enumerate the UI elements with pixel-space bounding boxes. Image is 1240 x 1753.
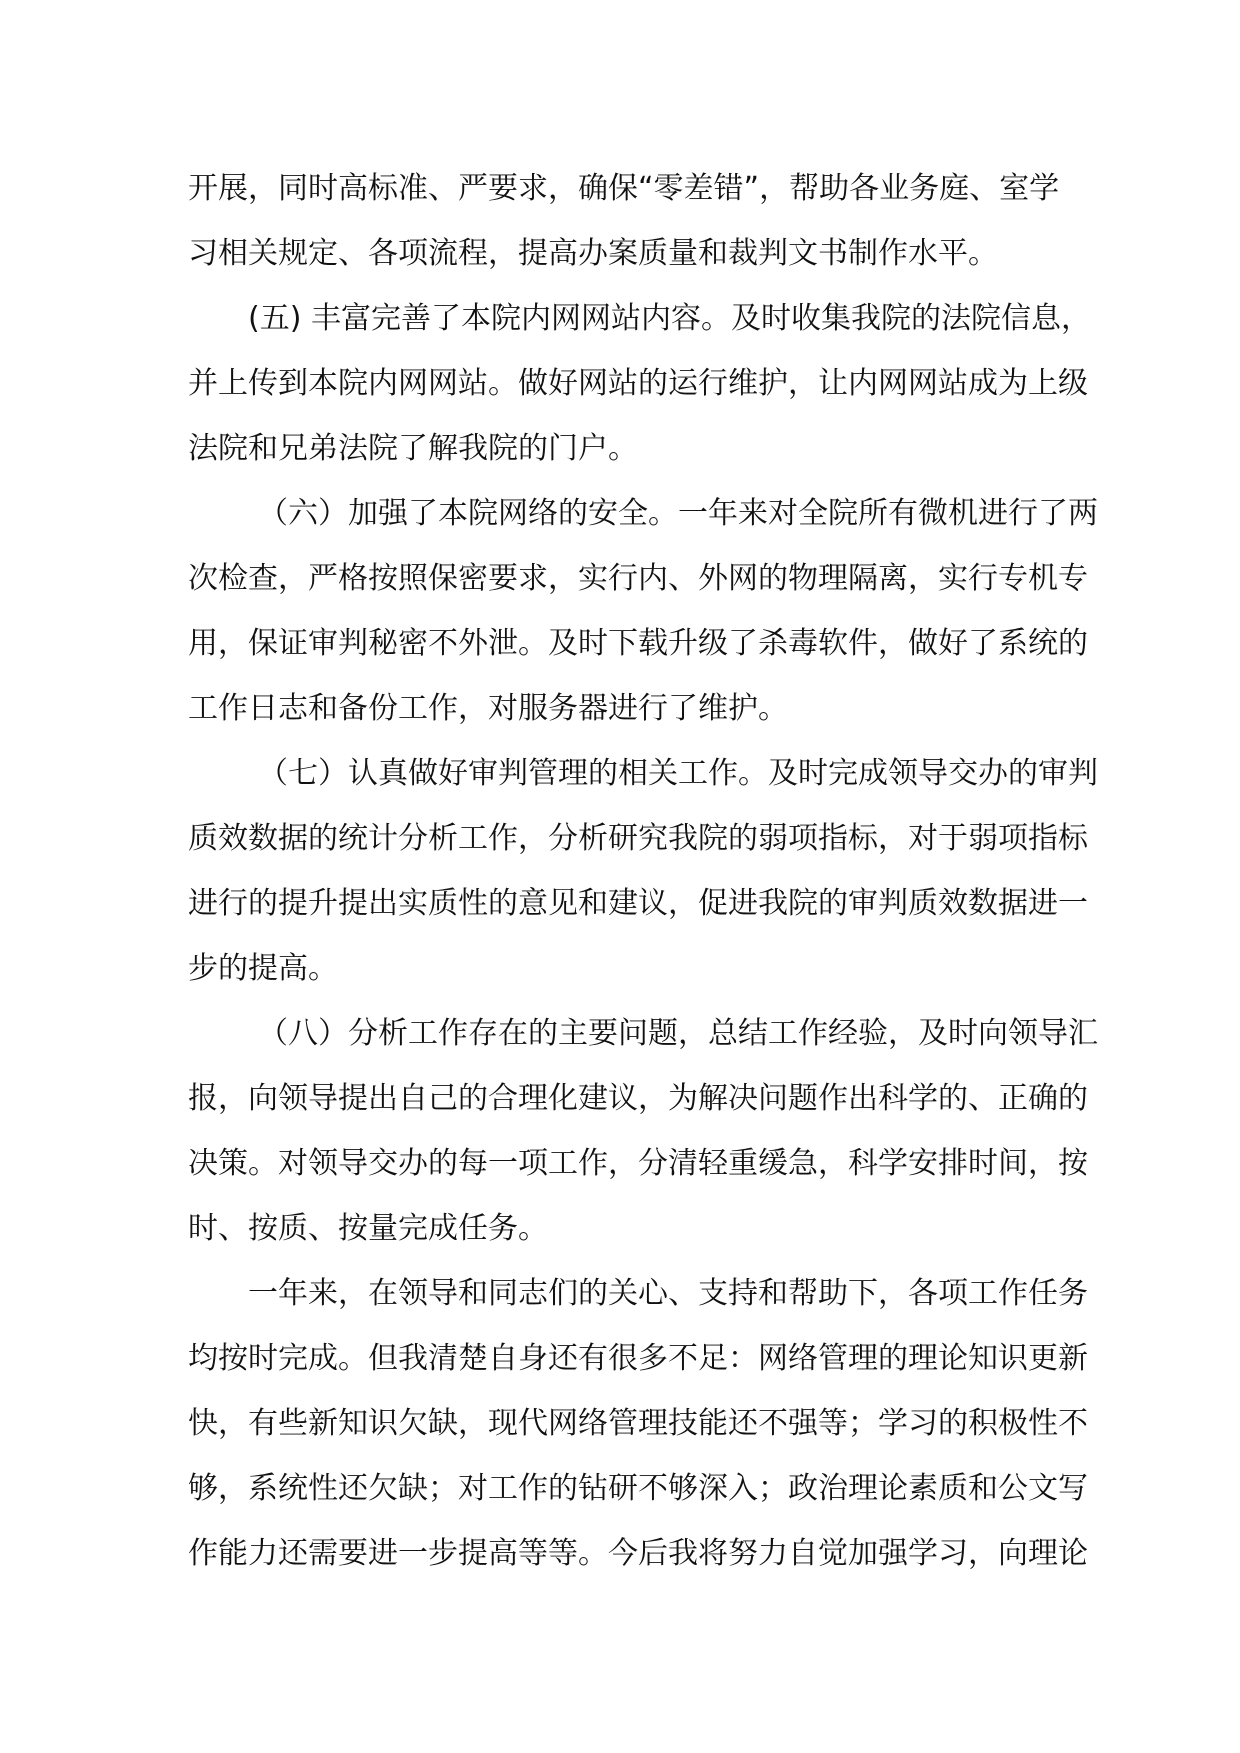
text-line: 质效数据的统计分析工作，分析研究我院的弱项指标，对于弱项指标 (188, 821, 1088, 856)
text-line: 作能力还需要进一步提高等等。今后我将努力自觉加强学习，向理论 (188, 1536, 1088, 1571)
text-line: 次检查，严格按照保密要求，实行内、外网的物理隔离，实行专机专 (188, 561, 1088, 596)
text-line: 用，保证审判秘密不外泄。及时下载升级了杀毒软件，做好了系统的 (188, 626, 1088, 661)
text-line: 步的提高。 (188, 951, 338, 986)
text-line: 进行的提升提出实质性的意见和建议，促进我院的审判质效数据进一 (188, 886, 1088, 921)
text-line: 时、按质、按量完成任务。 (188, 1211, 548, 1246)
text-line: （六）加强了本院网络的安全。一年来对全院所有微机进行了两 (258, 496, 1098, 531)
text-line: 够，系统性还欠缺；对工作的钻研不够深入；政治理论素质和公文写 (188, 1471, 1088, 1506)
text-line: （八）分析工作存在的主要问题，总结工作经验，及时向领导汇 (258, 1016, 1098, 1051)
document-body (188, 156, 1098, 1586)
text-line: （七）认真做好审判管理的相关工作。及时完成领导交办的审判 (258, 756, 1098, 791)
text-line: 快，有些新知识欠缺，现代网络管理技能还不强等；学习的积极性不 (188, 1406, 1088, 1441)
text-line: 决策。对领导交办的每一项工作，分清轻重缓急，科学安排时间，按 (188, 1146, 1088, 1181)
text-line: 一年来，在领导和同志们的关心、支持和帮助下，各项工作任务 (248, 1276, 1088, 1311)
text-line: 并上传到本院内网网站。做好网站的运行维护，让内网网站成为上级 (188, 366, 1088, 401)
text-line: 法院和兄弟法院了解我院的门户。 (188, 431, 638, 466)
text-line: 报，向领导提出自己的合理化建议，为解决问题作出科学的、正确的 (188, 1081, 1088, 1116)
text-line: 均按时完成。但我清楚自身还有很多不足：网络管理的理论知识更新 (188, 1341, 1088, 1376)
text-line: 工作日志和备份工作，对服务器进行了维护。 (188, 691, 788, 726)
text-line: (五) 丰富完善了本院内网网站内容。及时收集我院的法院信息， (248, 301, 1091, 336)
text-line: 习相关规定、各项流程，提高办案质量和裁判文书制作水平。 (188, 236, 998, 271)
text-line: 开展，同时高标准、严要求，确保“零差错”，帮助各业务庭、室学 (188, 171, 1060, 206)
